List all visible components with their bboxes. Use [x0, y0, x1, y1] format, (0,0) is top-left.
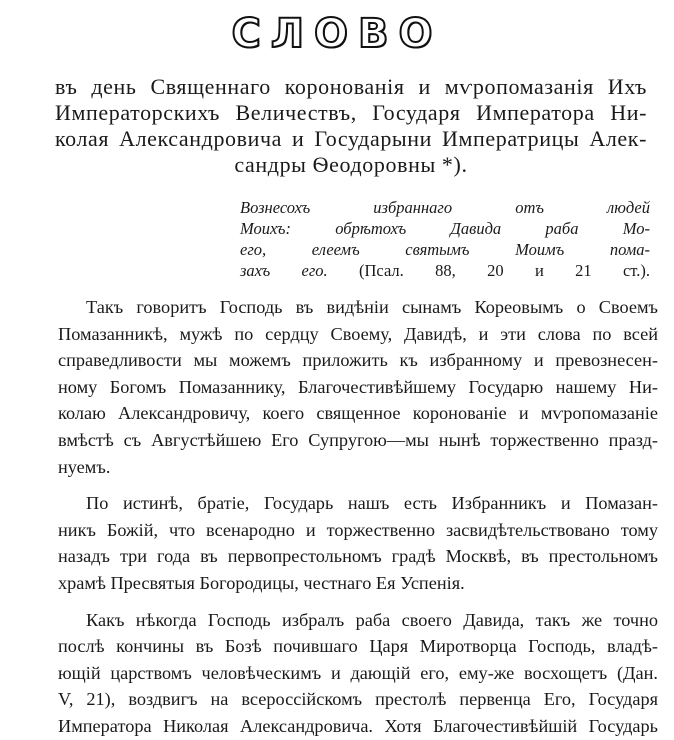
body-line: никъ Божій, что всенародно и торжественно засвидѣтельствовано тому: [58, 519, 658, 540]
body-line: послѣ кончины въ Бозѣ почившаго Царя Миротворца Господь, владѣ-: [58, 636, 658, 657]
subtitle-line: Императорскихъ Величествъ, Государя Императора Ни-: [55, 100, 647, 125]
epigraph-line: захъ его.: [240, 261, 328, 280]
epigraph-line: Вознесохъ избраннаго отъ людей: [240, 198, 650, 217]
body-line: колаю Александровичу, коего священное коронованіе и мѵропомазаніе: [58, 403, 658, 424]
epigraph-line: Моихъ: обрѣтохъ Давида раба Мо-: [240, 219, 650, 238]
paragraph-gap: [58, 597, 658, 607]
sermon-subtitle: [55, 74, 647, 178]
epigraph: [240, 197, 650, 281]
body-line: Какъ нѣкогда Господь избралъ раба своего Давида, такъ же точно: [86, 609, 658, 630]
body-line: Императора Николая Александровича. Хотя Благочестивѣйшій Государь: [58, 715, 658, 736]
body-line: V, 21), воздвигъ на всероссійскомъ престолѣ первенца Его, Государя: [58, 689, 658, 710]
body-line: нуемъ.: [58, 456, 111, 477]
epigraph-line: его, елеемъ святымъ Моимъ пома-: [240, 240, 650, 259]
paragraph: [58, 490, 658, 596]
body-line: храмѣ Пресвятыя Богородицы, честнаго Ея Успенія.: [58, 572, 465, 593]
body-line: справедливости мы можемъ приложить къ избранному и превознесен-: [58, 350, 658, 371]
subtitle-line: колая Александровича и Государыни Императрицы Алек-: [55, 126, 647, 151]
body-line: Помазанникѣ, мужѣ по сердцу Своему, Давидѣ, и эти слова по всей: [58, 323, 658, 344]
body-line: вмѣстѣ съ Августѣйшею Его Супругою—мы нынѣ торжественно празд-: [58, 429, 658, 450]
body-line: ющій царствомъ человѣческимъ и дающій его, ему-же восхощетъ (Дан.: [58, 662, 658, 683]
paragraph: [58, 294, 658, 480]
body-line: По истинѣ, братіе, Государь нашъ есть Избранникъ и Помазан-: [86, 493, 658, 514]
paragraph-gap: [58, 480, 658, 490]
subtitle-line: сандры Ѳеодоровны *).: [234, 152, 468, 177]
epigraph-reference: (Псал. 88, 20 и 21 ст.).: [359, 261, 651, 280]
body-line: ному Богомъ Помазаннику, Благочестивѣйшему Государю нашему Ни-: [58, 376, 658, 397]
sermon-body: [58, 294, 658, 740]
page-title: СЛОВО: [231, 11, 443, 57]
subtitle-line: въ день Священнаго коронованія и мѵропомазанія Ихъ: [55, 74, 647, 99]
body-line: Такъ говоритъ Господь въ видѣніи сынамъ Кореовымъ о Своемъ: [86, 297, 658, 317]
epigraph-last-line: [240, 260, 650, 281]
body-line: назадъ три года въ первопрестольномъ градѣ Москвѣ, въ престольномъ: [58, 546, 658, 567]
